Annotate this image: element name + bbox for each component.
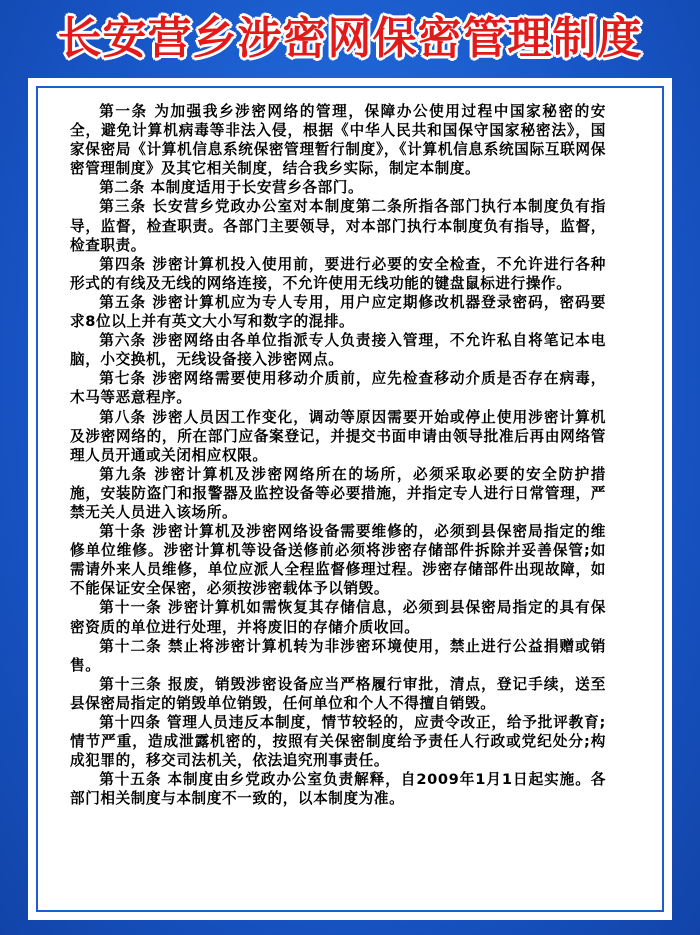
article-text: 涉密人员因工作变化，调动等原因需要开始或停止使用涉密计算机及涉密网络的，所在部门应备案登记，并提交书面申请由领导批准后再由网络管理人员开通或关闭相应权限。 (70, 408, 606, 464)
article-4 (70, 255, 606, 293)
article-label: 第十条 (99, 523, 147, 541)
article-label: 第四条 (99, 255, 147, 273)
article-14 (70, 713, 606, 770)
article-1 (70, 102, 606, 178)
article-text: 本制度由乡党政办公室负责解释，自2009年1月1日起实施。各部门相关制度与本制度不一致的，以本制度为准。 (70, 771, 606, 808)
article-7 (70, 369, 606, 407)
article-text: 管理人员违反本制度，情节较轻的，应责令改正，给予批评教育;情节严重，造成泄露机密的，按照有关保密制度给予责任人行政或党纪处分;构成犯罪的，移交司法机关，依法追究刑事责任。 (70, 714, 606, 770)
article-5 (70, 293, 606, 331)
article-label: 第三条 (99, 198, 147, 216)
article-text: 长安营乡党政办公室对本制度第二条所指各部门执行本制度负有指导，监督，检查职责。各部门主要领导，对本部门执行本制度负有指导，监督，检查职责。 (70, 198, 606, 254)
article-label: 第十二条 (99, 637, 162, 655)
article-label: 第一条 (99, 103, 148, 120)
article-8 (70, 408, 606, 465)
article-label: 第六条 (99, 332, 147, 350)
article-label: 第十三条 (99, 675, 162, 693)
page-title: 长安营乡涉密网保密管理制度 (57, 13, 643, 64)
article-text: 涉密网络需要使用移动介质前，应先检查移动介质是否存在病毒，木马等恶意程序。 (70, 370, 606, 407)
article-13 (70, 675, 606, 713)
article-text: 本制度适用于长安营乡各部门。 (150, 179, 364, 197)
article-label: 第七条 (99, 370, 147, 388)
article-text: 涉密计算机投入使用前，要进行必要的安全检查，不允许进行各种形式的有线及无线的网络连接，不允许使用无线功能的键盘鼠标进行操作。 (70, 255, 606, 292)
article-3 (70, 197, 606, 254)
article-text: 为加强我乡涉密网络的管理，保障办公使用过程中国家秘密的安全，避免计算机病毒等非法入侵，根据《中华人民共和国保守国家秘密法》，国家保密局《计算机信息系统保密管理暂行制度》，《计算机信息系统国际互联网保密管理制度》及其它相关制度，结合我乡实际，制定本制度。 (70, 103, 606, 178)
article-label: 第五条 (99, 293, 147, 311)
article-text: 涉密计算机应为专人专用，用户应定期修改机器登录密码，密码要求8位以上并有英文大小写和数字的混排。 (70, 293, 606, 331)
article-15 (70, 770, 606, 808)
article-label: 第二条 (99, 179, 145, 197)
article-text: 涉密计算机及涉密网络设备需要维修的，必须到县保密局指定的维修单位维修。涉密计算机等设备送修前必须将涉密存储部件拆除并妥善保管;如需请外来人员维修，单位应派人全程监督修理过程。涉密存储部件出现故障，如不能保证安全保密，必须按涉密载体予以销毁。 (70, 523, 606, 598)
article-12 (70, 637, 606, 675)
article-text: 涉密计算机如需恢复其存储信息，必须到县保密局指定的具有保密资质的单位进行处理，并将废旧的存储介质收回。 (70, 599, 606, 636)
article-text: 禁止将涉密计算机转为非涉密环境使用，禁止进行公益捐赠或销售。 (70, 637, 606, 674)
regulation-body (70, 102, 606, 897)
article-10 (70, 522, 606, 598)
article-text: 涉密网络由各单位指派专人负责接入管理，不允许私自将笔记本电脑，小交换机，无线设备接入涉密网点。 (70, 332, 606, 369)
article-text: 涉密计算机及涉密网络所在的场所，必须采取必要的安全防护措施，安装防盗门和报警器及监控设备等必要措施，并指定专人进行日常管理，严禁无关人员进入该场所。 (70, 465, 606, 521)
article-label: 第八条 (99, 408, 147, 426)
article-label: 第十五条 (99, 771, 162, 789)
article-9 (70, 465, 606, 522)
article-label: 第十一条 (99, 599, 162, 617)
article-label: 第九条 (99, 465, 148, 483)
article-text: 报废，销毁涉密设备应当严格履行审批，清点，登记手续，送至县保密局指定的销毁单位销毁，任何单位和个人不得擅自销毁。 (70, 675, 606, 712)
article-11 (70, 598, 606, 636)
article-label: 第十四条 (99, 714, 161, 731)
article-6 (70, 331, 606, 369)
notice-board (28, 78, 672, 920)
article-2 (70, 178, 606, 197)
